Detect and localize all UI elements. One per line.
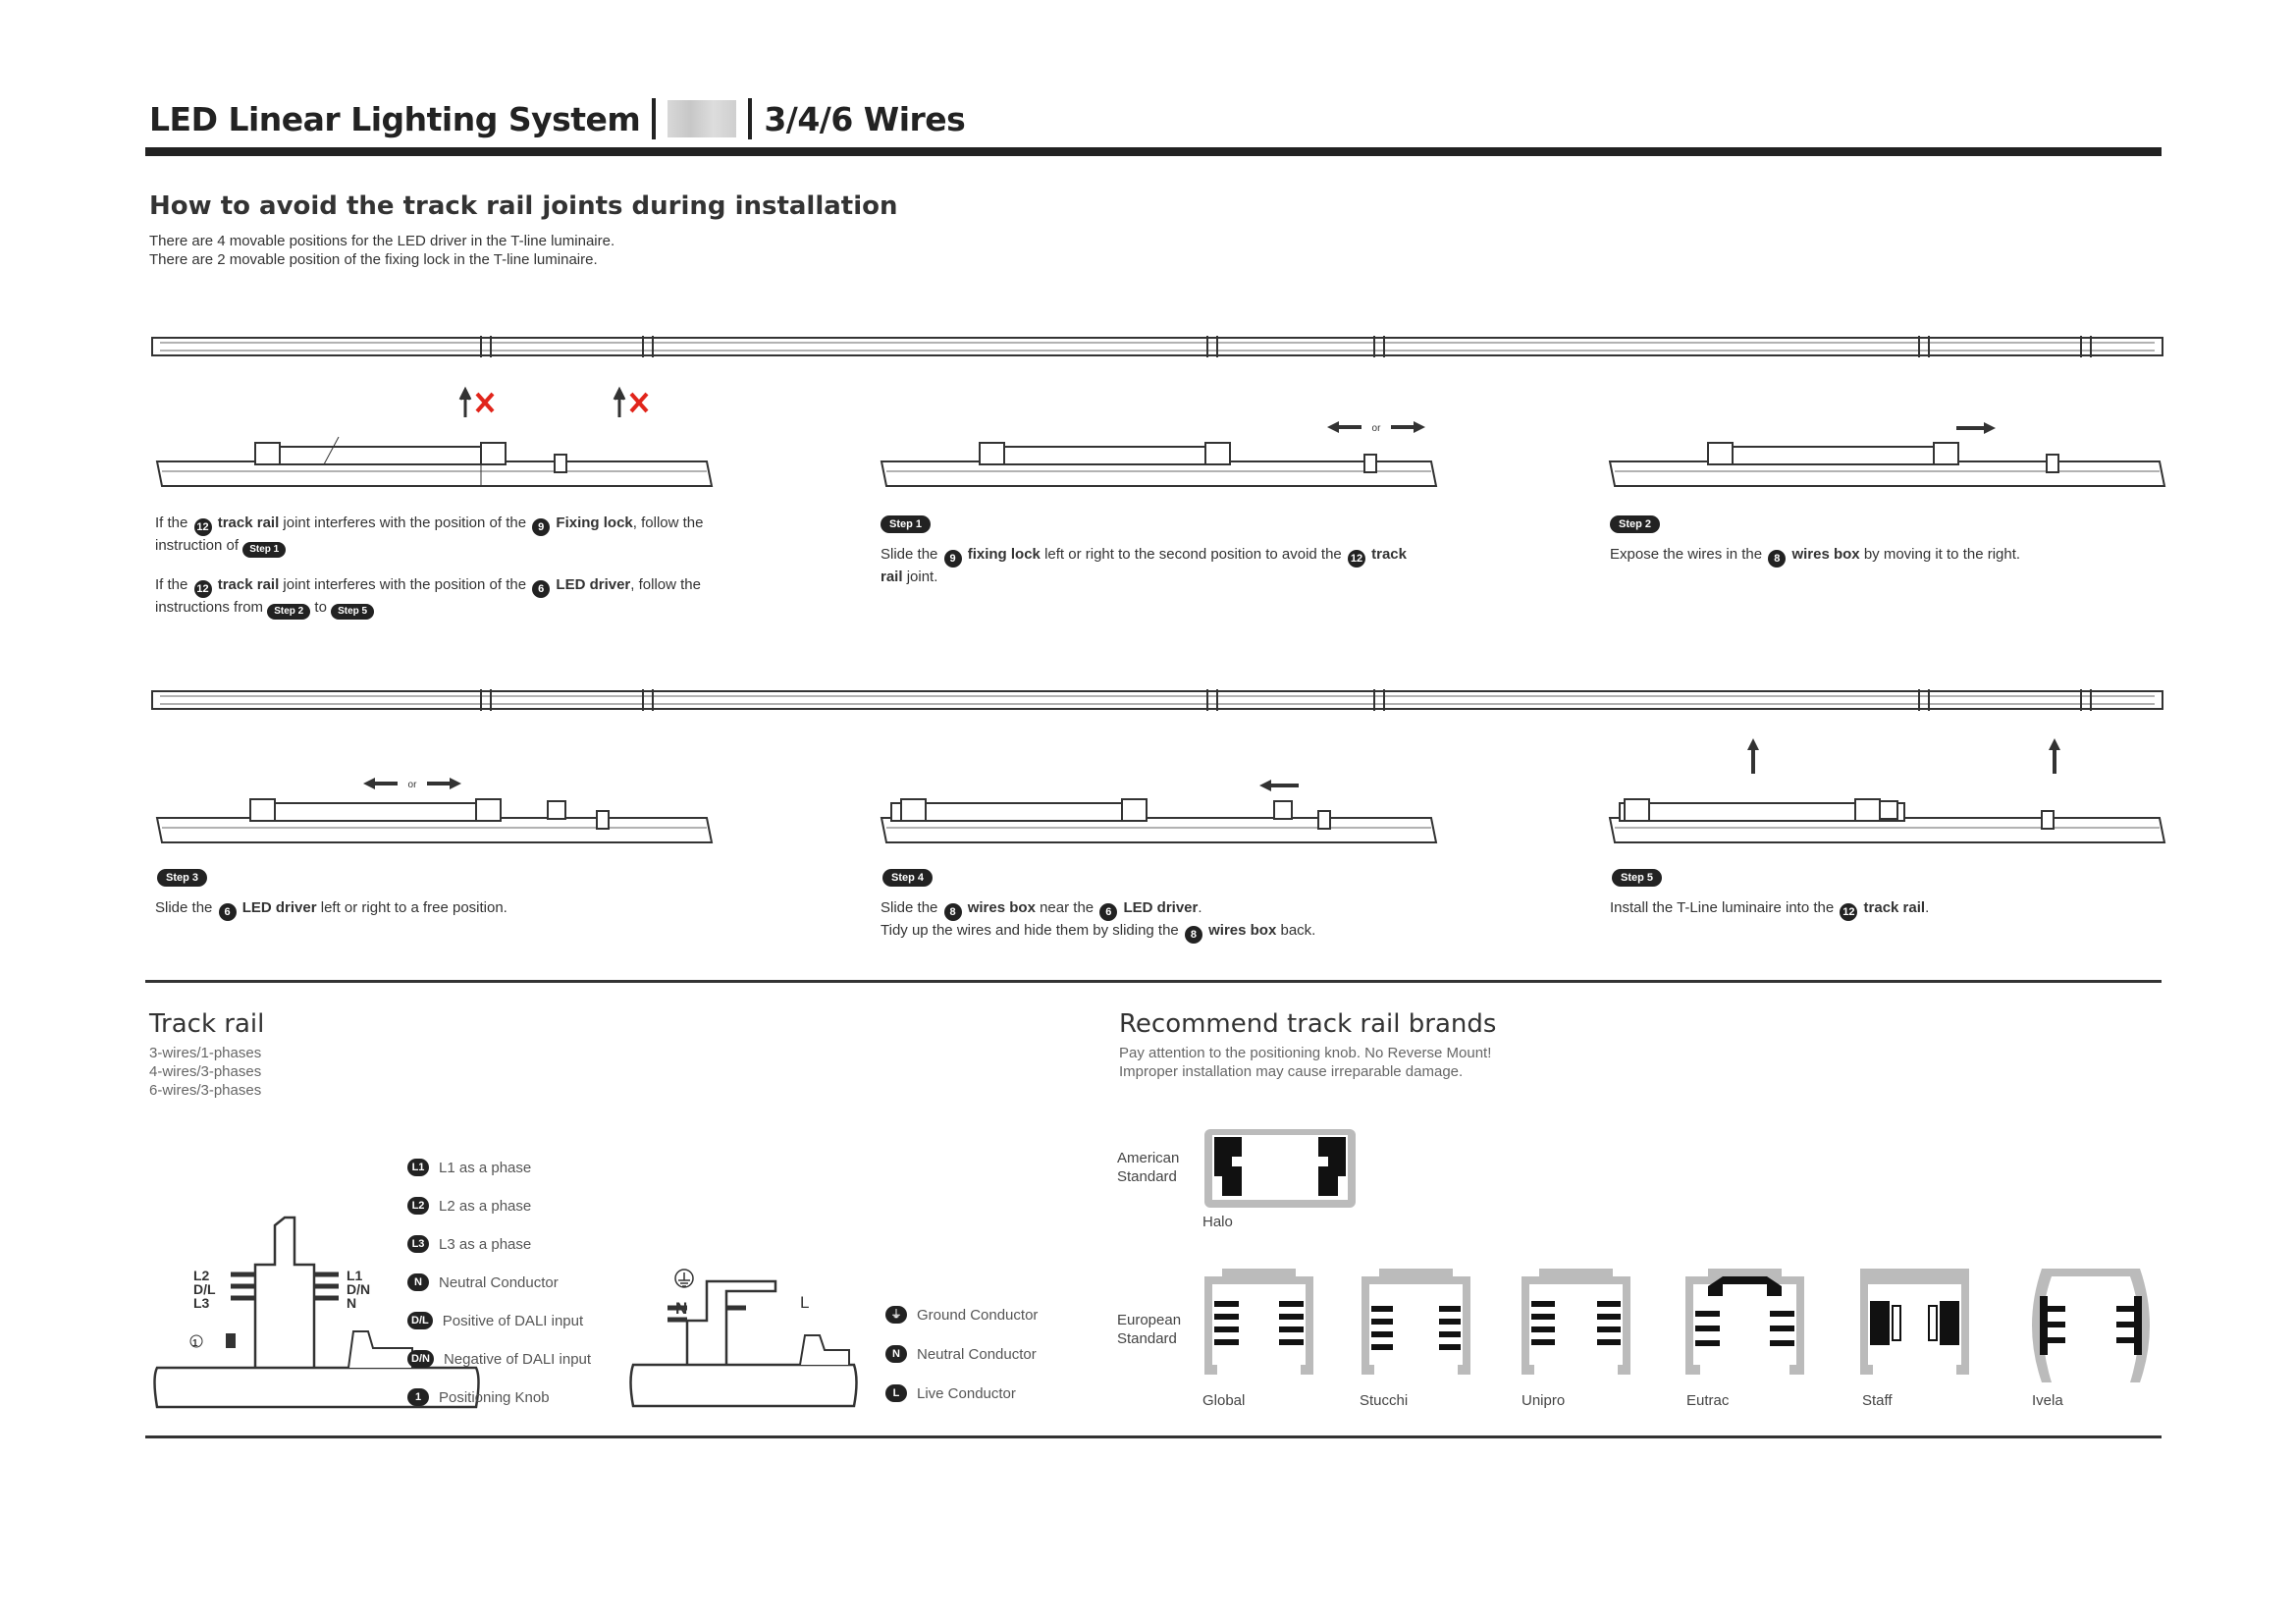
stucchi-rail-profile — [1360, 1267, 1472, 1384]
step-4-text: Slide the 8 wires box near the 6 LED driver. Tidy up the wires and hide them by sliding the 8 wires box back. — [881, 898, 1430, 944]
luminaire-sketch-step4 — [881, 793, 1441, 847]
step-4-pill: Step 4 — [882, 869, 933, 887]
arrow-up-icon — [1746, 738, 1760, 774]
legend-l3: L3 L3 as a phase — [407, 1235, 531, 1253]
step-3-pill: Step 3 — [157, 869, 207, 887]
title-divider-2 — [748, 98, 752, 139]
title-right: 3/4/6 Wires — [764, 99, 966, 138]
brands-note-1: Pay attention to the positioning knob. No Reverse Mount! — [1119, 1045, 1492, 1061]
brand-unipro: Unipro — [1522, 1392, 1566, 1409]
label-l-2: L — [800, 1293, 810, 1312]
label-n: N — [347, 1295, 357, 1311]
brands-title: Recommend track rail brands — [1119, 1009, 1497, 1039]
section-title-installation: How to avoid the track rail joints during installation — [149, 191, 898, 221]
brand-halo: Halo — [1202, 1214, 1233, 1230]
ground-icon: ⏚ — [885, 1306, 907, 1324]
brands-note-2: Improper installation may cause irreparable damage. — [1119, 1063, 1464, 1080]
arrow-left-right-icon — [1327, 417, 1425, 437]
arrow-up-icon-2 — [2048, 738, 2061, 774]
legend-knob: 1 Positioning Knob — [407, 1388, 550, 1406]
or-label-2: or — [407, 780, 417, 790]
title-left: LED Linear Lighting System — [149, 99, 641, 138]
brand-stucchi: Stucchi — [1360, 1392, 1409, 1409]
arrow-left-icon — [1259, 778, 1299, 793]
legend-live: L Live Conductor — [885, 1384, 1016, 1402]
arrow-right-icon — [1956, 420, 1996, 436]
legend-ground: ⏚ Ground Conductor — [885, 1306, 1038, 1324]
legend-neutral: N Neutral Conductor — [885, 1345, 1037, 1363]
european-standard-label: European Standard — [1117, 1312, 1182, 1347]
red-cross-icon — [459, 388, 499, 419]
adapter-diagram-3wire — [628, 1267, 864, 1409]
global-rail-profile — [1202, 1267, 1315, 1384]
label-l2: L2 — [193, 1268, 210, 1283]
legend-n: N Neutral Conductor — [407, 1273, 559, 1291]
legend-dl: D/L Positive of DALI input — [407, 1312, 583, 1329]
american-standard-label: American Standard — [1117, 1150, 1180, 1185]
legend-dn: D/N Negative of DALI input — [407, 1350, 591, 1368]
step-1-pill: Step 1 — [881, 515, 931, 533]
label-dn: D/N — [347, 1281, 371, 1297]
halo-rail-profile — [1202, 1127, 1360, 1210]
luminaire-sketch-step1 — [881, 437, 1441, 491]
intro-text: If the 12 track rail joint interferes with the position of the 9 Fixing lock, follow the instruction of Step 1 If the 12 track rail joint interferes with the position of the 6 LED driver, follow the instructions from Step 2 to Step 5 — [155, 514, 705, 620]
brand-eutrac: Eutrac — [1686, 1392, 1730, 1409]
step-1-text: Slide the 9 fixing lock left or right to the second position to avoid the 12 track rail joint. — [881, 546, 1407, 585]
staff-rail-profile — [1858, 1267, 1971, 1384]
label-l3: L3 — [193, 1295, 210, 1311]
brand-ivela: Ivela — [2032, 1392, 2063, 1409]
legend-l2: L2 L2 as a phase — [407, 1197, 531, 1215]
track-type-1: 3-wires/1-phases — [149, 1045, 262, 1061]
eutrac-rail-profile — [1683, 1267, 1806, 1384]
luminaire-sketch-step5 — [1610, 793, 2169, 847]
brand-global: Global — [1202, 1392, 1246, 1409]
page-title — [149, 98, 965, 139]
title-divider — [652, 98, 656, 139]
step-2-pill: Step 2 — [1610, 515, 1660, 533]
step-5-pill: Step 5 — [1612, 869, 1662, 887]
unipro-rail-profile — [1520, 1267, 1632, 1384]
section-divider — [145, 980, 2162, 983]
track-rail-drawing-top — [152, 336, 2164, 359]
bottom-rule — [145, 1435, 2162, 1438]
legend-l1: L1 L1 as a phase — [407, 1159, 531, 1176]
track-rail-title: Track rail — [149, 1009, 265, 1039]
luminaire-sketch-step2 — [1610, 437, 2169, 491]
label-n-2: N — [675, 1299, 688, 1318]
arrow-left-right-icon-2 — [363, 774, 461, 793]
blurred-logo — [667, 100, 736, 137]
track-type-3: 6-wires/3-phases — [149, 1082, 262, 1099]
step-3-text: Slide the 6 LED driver left or right to a free position. — [155, 898, 705, 921]
ivela-rail-profile — [2022, 1267, 2160, 1384]
or-label-1: or — [1371, 423, 1381, 434]
label-dl: D/L — [193, 1281, 216, 1297]
step-5-text: Install the T-Line luminaire into the 12 track rail. — [1610, 898, 2160, 921]
section-note-1: There are 4 movable positions for the LED driver in the T-line luminaire. — [149, 233, 615, 249]
track-type-2: 4-wires/3-phases — [149, 1063, 262, 1080]
label-l1: L1 — [347, 1268, 363, 1283]
luminaire-sketch-step3 — [157, 793, 717, 847]
section-note-2: There are 2 movable position of the fixing lock in the T-line luminaire. — [149, 251, 598, 268]
brand-staff: Staff — [1862, 1392, 1893, 1409]
step-2-text: Expose the wires in the 8 wires box by moving it to the right. — [1610, 545, 2160, 568]
header-rule — [145, 147, 2162, 156]
label-knob: 1 — [192, 1338, 198, 1349]
luminaire-sketch-intro — [157, 437, 717, 491]
red-cross-icon-2 — [614, 388, 653, 419]
track-rail-drawing-bottom — [152, 689, 2164, 713]
